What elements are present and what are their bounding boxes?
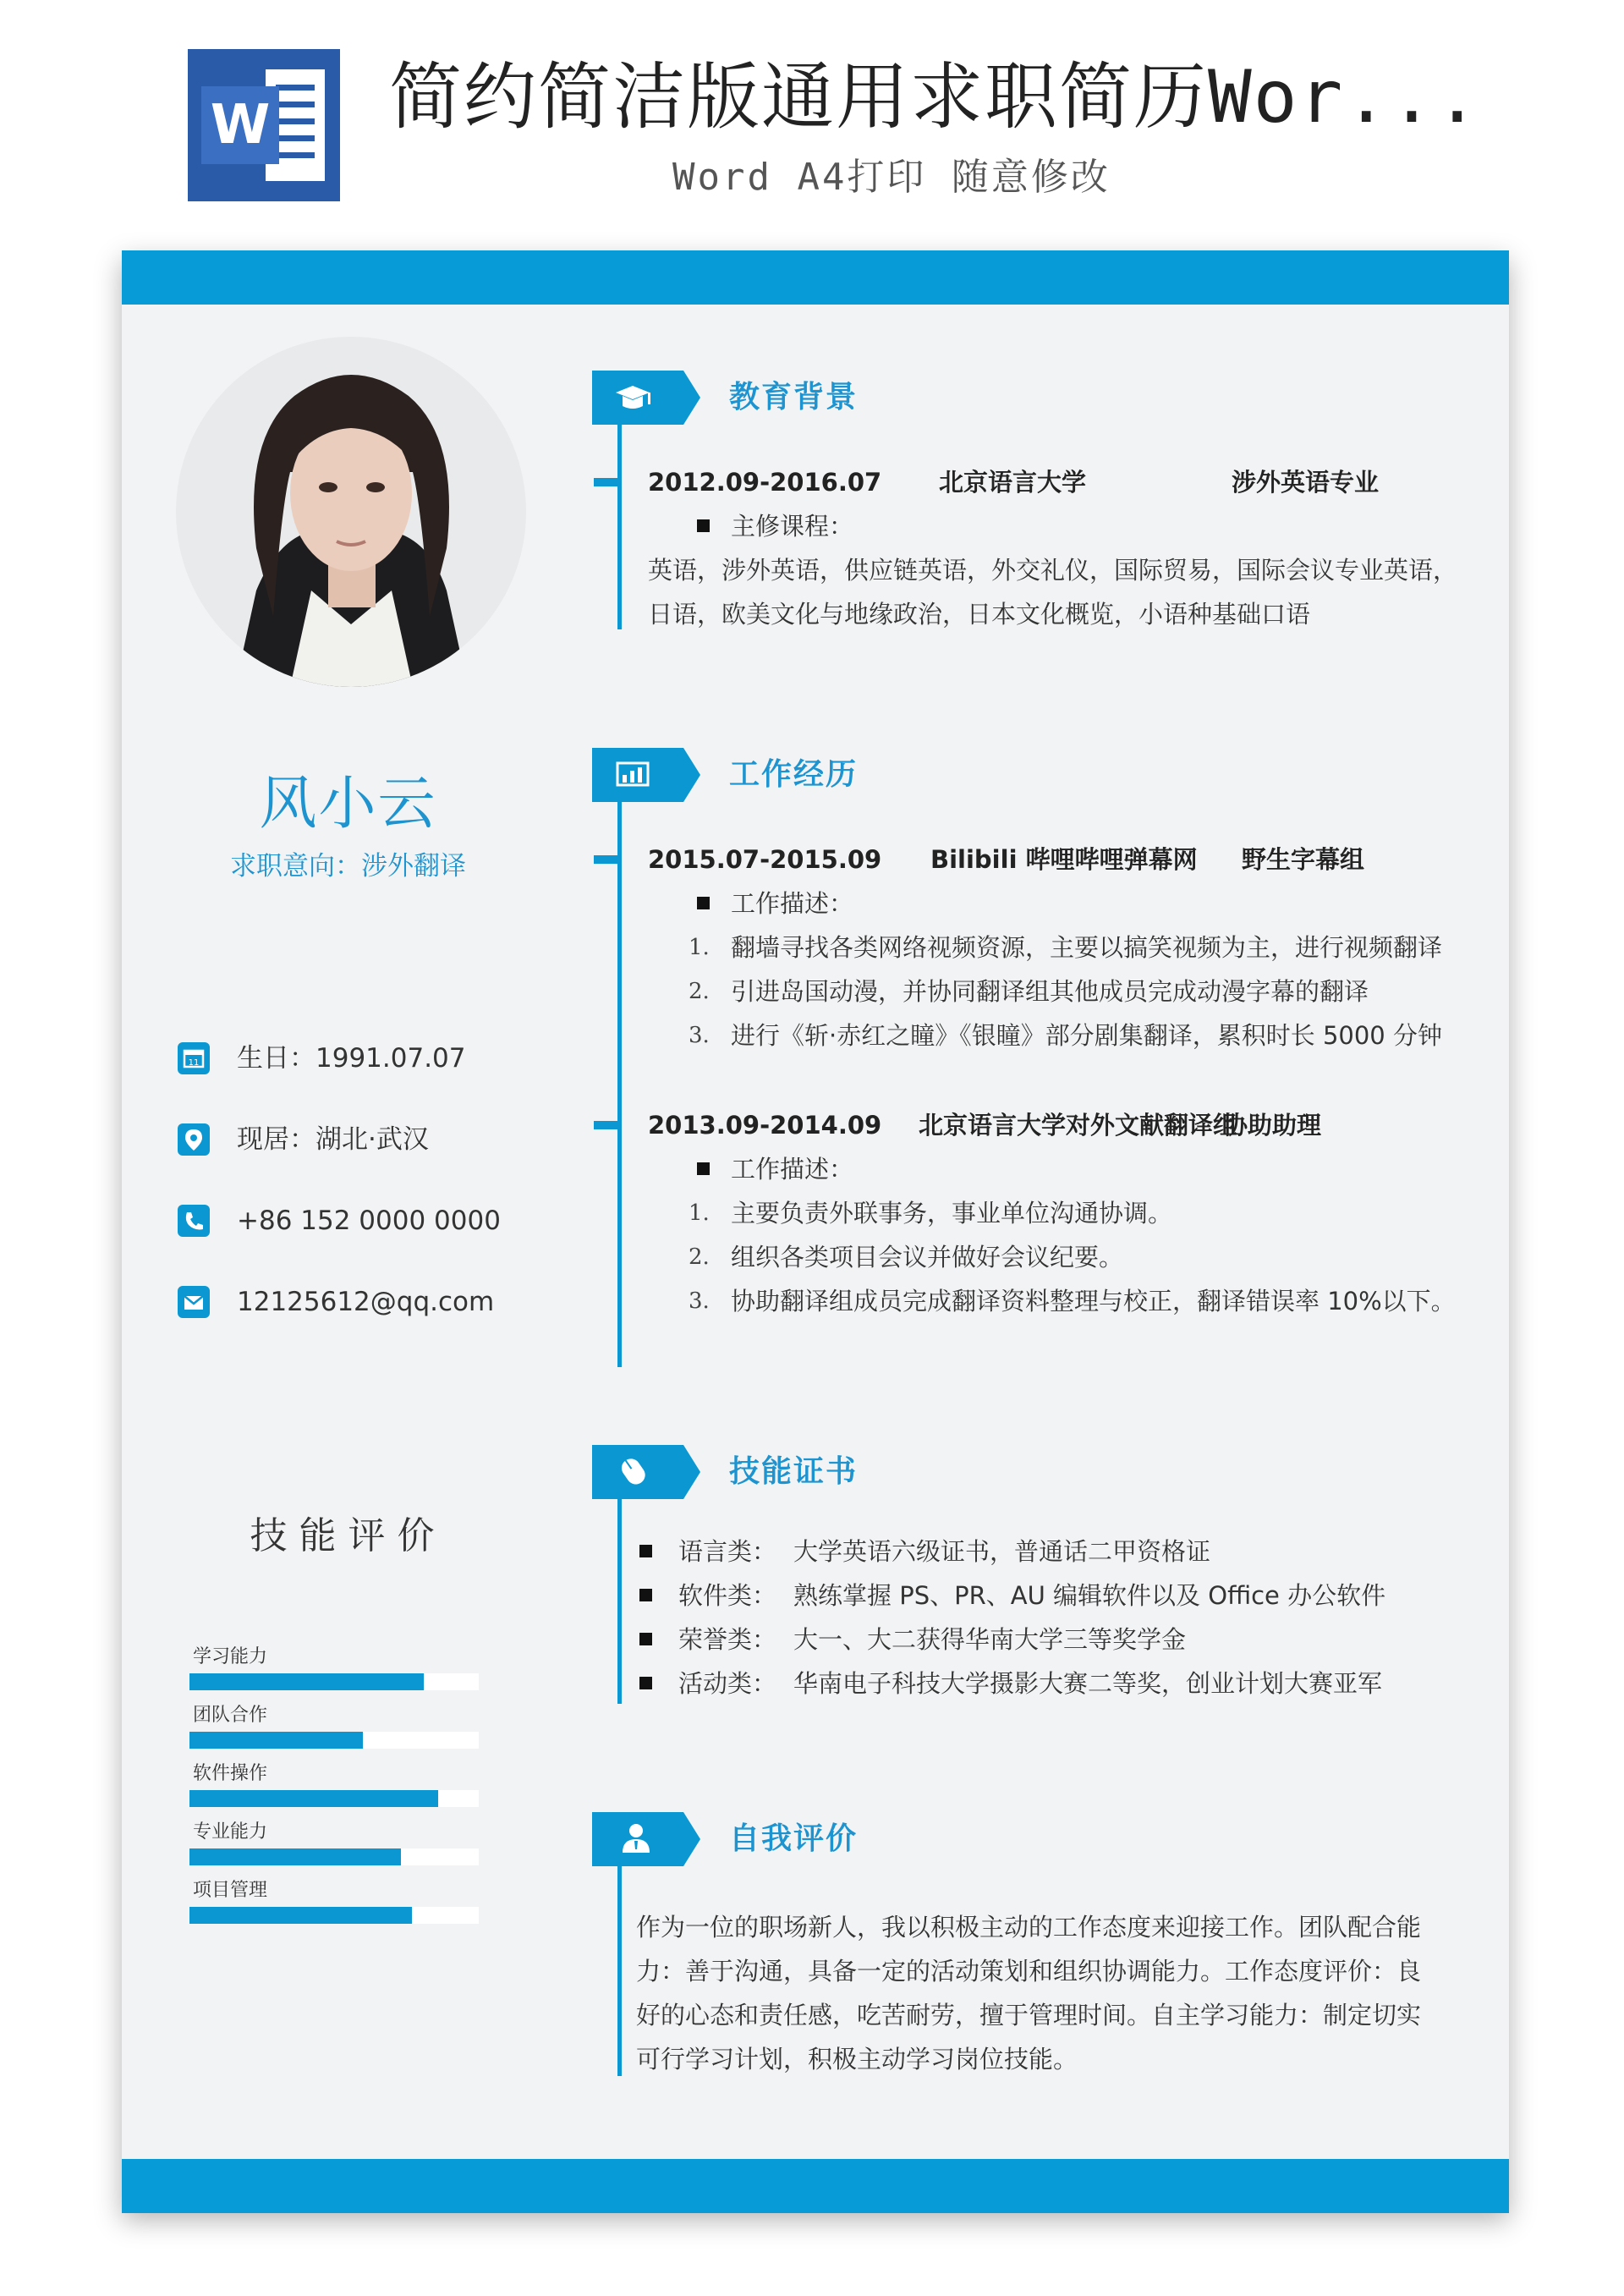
calendar-icon xyxy=(178,1042,210,1074)
certificates-title: 技能证书 xyxy=(729,1454,859,1489)
self-assessment-line: 好的心态和责任感，吃苦耐劳，擅于管理时间。自主学习能力：制定切实 xyxy=(636,2001,1422,2030)
skill-fill xyxy=(189,1848,401,1865)
bullet-square xyxy=(639,1545,652,1557)
bar-chart-icon xyxy=(592,748,700,802)
skill-bar xyxy=(189,1820,479,1870)
cert-detail: 华南电子科技大学摄影大赛二等奖，创业计划大赛亚军 xyxy=(793,1669,1383,1698)
job-desc-label: 工作描述： xyxy=(731,1155,854,1184)
courses-label: 主修课程： xyxy=(731,512,854,541)
skill-label: 学习能力 xyxy=(193,1646,268,1667)
word-logo-letter: W xyxy=(201,86,279,164)
skill-fill xyxy=(189,1907,412,1924)
courses-line: 英语，涉外英语，供应链英语，外交礼仪，国际贸易，国际会议专业英语， xyxy=(648,556,1458,585)
svg-text:11: 11 xyxy=(188,1058,200,1068)
top-color-band xyxy=(122,250,1509,305)
job-duty: 翻墙寻找各类网络视频资源，主要以搞笑视频为主，进行视频翻译 xyxy=(731,933,1443,962)
contact-phone xyxy=(178,1200,584,1242)
document-subtitle: Word A4打印 随意修改 xyxy=(672,156,1111,199)
resume-page xyxy=(122,250,1509,2210)
education-period: 2012.09-2016.07 xyxy=(648,468,882,497)
skill-fill xyxy=(189,1790,438,1807)
skill-track xyxy=(189,1732,479,1749)
certificates-section xyxy=(592,1445,1489,1707)
phone-text: +86 152 0000 0000 xyxy=(237,1206,501,1236)
timeline-marker xyxy=(594,478,619,486)
candidate-name: 风小云 xyxy=(259,771,437,838)
graduation-cap-icon xyxy=(592,371,700,425)
timeline-line xyxy=(617,1866,622,2076)
skill-bar xyxy=(189,1703,479,1754)
job-duty: 组织各类项目会议并做好会议纪要。 xyxy=(731,1243,1124,1272)
contact-birthday xyxy=(178,1037,584,1079)
location-text: 现居：湖北·武汉 xyxy=(237,1124,429,1155)
job-role: 协助助理 xyxy=(1223,1111,1322,1140)
skill-track xyxy=(189,1790,479,1807)
cert-category: 荣誉类： xyxy=(678,1625,777,1654)
contact-email xyxy=(178,1281,584,1323)
bullet-square xyxy=(639,1677,652,1689)
cert-category: 软件类： xyxy=(678,1581,777,1610)
bullet-square xyxy=(639,1633,652,1645)
skill-bar xyxy=(189,1878,479,1929)
list-number: 3. xyxy=(689,1023,710,1048)
cert-detail: 大学英语六级证书，普通话二甲资格证 xyxy=(793,1537,1211,1566)
bottom-color-band xyxy=(122,2159,1509,2213)
courses-line: 日语，欧美文化与地缘政治，日本文化概览，小语种基础口语 xyxy=(648,600,1311,629)
job-desc-label: 工作描述： xyxy=(731,889,854,918)
job-company: 北京语言大学对外文献翻译组 xyxy=(919,1111,1238,1140)
user-icon xyxy=(592,1812,700,1866)
phone-icon xyxy=(178,1205,210,1237)
timeline-line xyxy=(617,802,622,1367)
bullet-square xyxy=(697,897,710,909)
timeline-marker xyxy=(594,1121,619,1129)
skill-track xyxy=(189,1673,479,1690)
cert-category: 语言类： xyxy=(678,1537,777,1566)
location-pin-icon xyxy=(178,1123,210,1156)
timeline-line xyxy=(617,425,622,629)
skill-label: 专业能力 xyxy=(193,1821,268,1843)
skill-bar xyxy=(189,1645,479,1695)
list-number: 3. xyxy=(689,1288,710,1314)
job-company: Bilibili 哔哩哔哩弹幕网 xyxy=(930,845,1198,874)
contact-location xyxy=(178,1118,584,1161)
list-number: 2. xyxy=(689,979,710,1004)
email-icon xyxy=(178,1286,210,1318)
email-text: 12125612@qq.com xyxy=(237,1287,495,1317)
skill-fill xyxy=(189,1732,363,1749)
job-duty: 引进岛国动漫，并协同翻译组其他成员完成动漫字幕的翻译 xyxy=(731,977,1369,1006)
cert-detail: 熟练掌握 PS、PR、AU 编辑软件以及 Office 办公软件 xyxy=(793,1581,1386,1610)
work-title: 工作经历 xyxy=(729,757,859,792)
bullet-square xyxy=(639,1589,652,1601)
timeline-line xyxy=(617,1499,622,1704)
skill-fill xyxy=(189,1673,424,1690)
list-number: 2. xyxy=(689,1244,710,1270)
skill-label: 软件操作 xyxy=(193,1763,268,1784)
self-assessment-section xyxy=(592,1812,1489,2083)
job-intent: 求职意向：涉外翻译 xyxy=(230,851,466,882)
self-assessment-line: 可行学习计划，积极主动学习岗位技能。 xyxy=(636,2045,1078,2074)
job-duty: 进行《斩·赤红之瞳》《银瞳》部分剧集翻译，累积时长 5000 分钟 xyxy=(731,1021,1442,1050)
cert-category: 活动类： xyxy=(678,1669,777,1698)
list-number: 1. xyxy=(689,1200,710,1226)
job-period: 2015.07-2015.09 xyxy=(648,845,882,874)
bullet-square xyxy=(697,1162,710,1175)
birthday-text: 生日：1991.07.07 xyxy=(237,1043,466,1074)
bullet-square xyxy=(697,519,710,532)
skills-rating-title: 技能评价 xyxy=(250,1514,447,1557)
skill-label: 项目管理 xyxy=(193,1880,268,1901)
skill-bar xyxy=(189,1761,479,1812)
word-logo-icon xyxy=(188,49,340,201)
profile-photo xyxy=(176,337,526,687)
timeline-marker xyxy=(594,855,619,864)
skill-label: 团队合作 xyxy=(193,1705,268,1726)
education-major: 涉外英语专业 xyxy=(1232,468,1380,497)
cert-detail: 大一、大二获得华南大学三等奖学金 xyxy=(793,1625,1187,1654)
job-period: 2013.09-2014.09 xyxy=(648,1111,882,1140)
self-assessment-title: 自我评价 xyxy=(729,1821,859,1856)
self-assessment-line: 力：善于沟通，具备一定的活动策划和组织协调能力。工作态度评价：良 xyxy=(636,1957,1422,1986)
list-number: 1. xyxy=(689,935,710,960)
skill-track xyxy=(189,1907,479,1924)
education-title: 教育背景 xyxy=(729,380,859,415)
education-school: 北京语言大学 xyxy=(939,468,1087,497)
education-section xyxy=(592,371,1489,633)
job-role: 野生字幕组 xyxy=(1242,845,1365,874)
skill-track xyxy=(189,1848,479,1865)
self-assessment-line: 作为一位的职场新人，我以积极主动的工作态度来迎接工作。团队配合能 xyxy=(636,1913,1422,1942)
job-duty: 主要负责外联事务，事业单位沟通协调。 xyxy=(731,1199,1173,1228)
mouse-icon xyxy=(592,1445,700,1499)
job-duty: 协助翻译组成员完成翻译资料整理与校正，翻译错误率 10%以下。 xyxy=(731,1287,1456,1316)
document-title: 简约简洁版通用求职简历Wor... xyxy=(389,55,1481,140)
